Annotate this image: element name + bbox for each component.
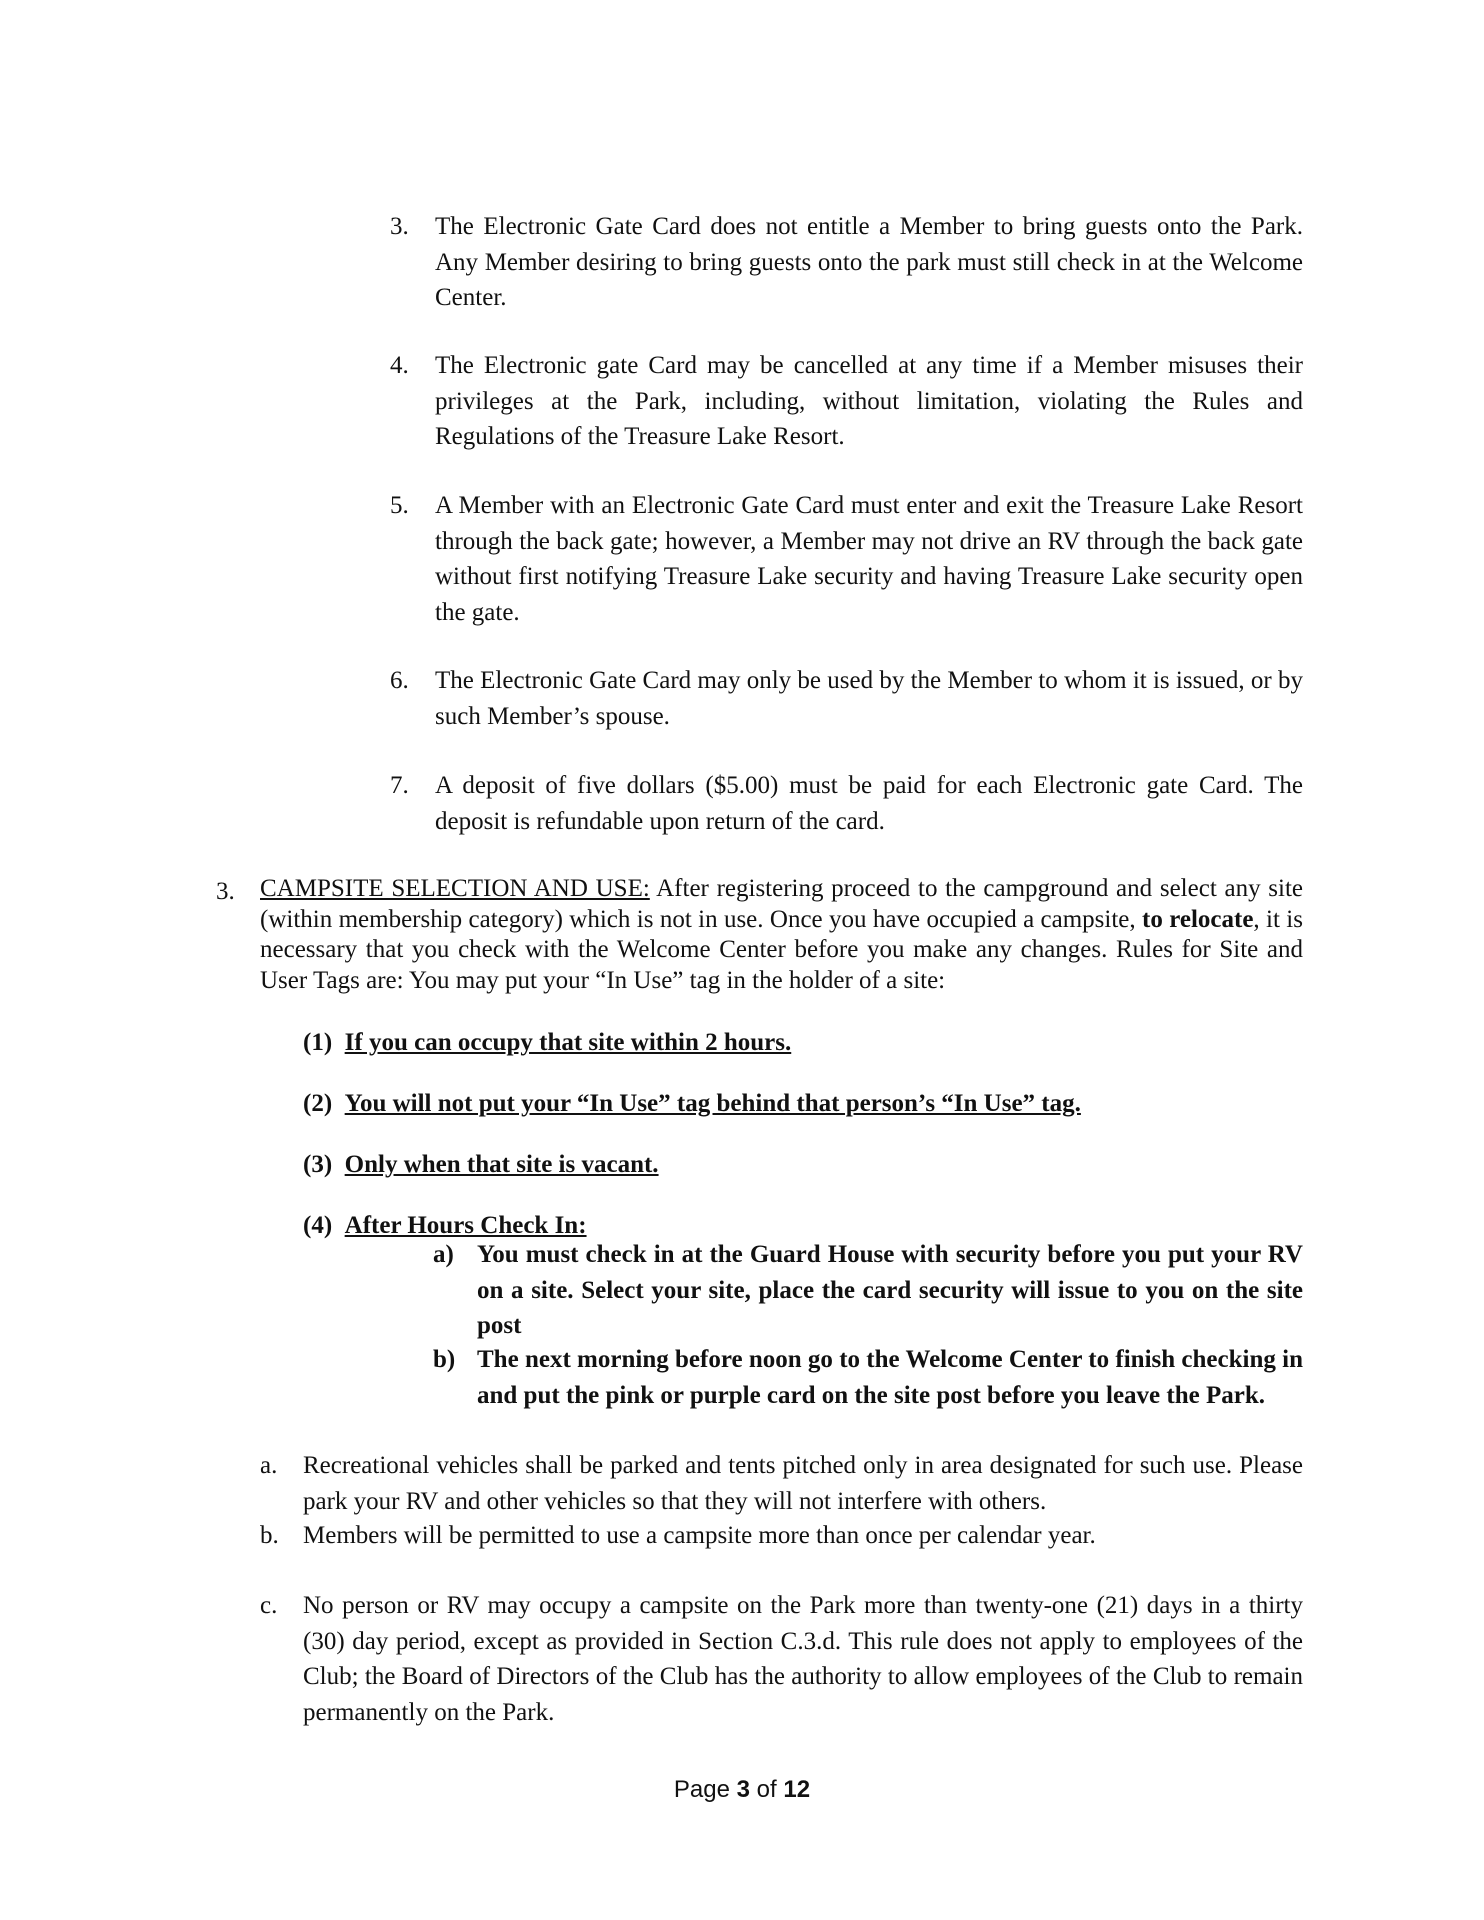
- gate-item-6-text: The Electronic Gate Card may only be used by the Member to whom it is issued, or by such Member’s spouse.: [435, 667, 1303, 730]
- rule-1: (1) If you can occupy that site within 2 hours.: [303, 1029, 792, 1056]
- section-3-heading: CAMPSITE SELECTION AND USE:: [260, 875, 650, 902]
- after-hours-a-text: You must check in at the Guard House with security before you put your RV on a site. Select your site, place the card security will issue to you on the site post: [477, 1241, 1303, 1339]
- after-hours-b-label: b): [433, 1346, 456, 1373]
- gate-item-number: 3.: [390, 213, 409, 240]
- after-hours-a-label: a): [433, 1241, 454, 1268]
- gate-item-3-text: The Electronic Gate Card does not entitle a Member to bring guests onto the Park. Any Member desiring to bring guests onto the park must still check in at the Welcome Center.: [435, 213, 1303, 311]
- lettered-a-text: Recreational vehicles shall be parked and tents pitched only in area designated for such use. Please park your RV and other vehicles so that they will not interfere with others.: [303, 1452, 1303, 1515]
- gate-item-5-text: A Member with an Electronic Gate Card must enter and exit the Treasure Lake Resort through the back gate; however, a Member may not drive an RV through the back gate without first notifying Treasure Lake security and having Treasure Lake security open the gate.: [435, 492, 1303, 626]
- rule-2: (2) You will not put your “In Use” tag behind that person’s “In Use” tag.: [303, 1090, 1081, 1117]
- gate-item-number: 7.: [390, 772, 409, 799]
- rule-4: (4) After Hours Check In:: [303, 1212, 587, 1239]
- after-hours-b-text: The next morning before noon go to the Welcome Center to finish checking in and put the pink or purple card on the site post before you leave the Park.: [477, 1346, 1303, 1409]
- lettered-a-label: a.: [260, 1452, 278, 1479]
- lettered-b-text: Members will be permitted to use a campsite more than once per calendar year.: [303, 1522, 1096, 1549]
- lettered-b-label: b.: [260, 1522, 279, 1549]
- gate-item-4-text: The Electronic gate Card may be cancelled at any time if a Member misuses their privileges at the Park, including, without limitation, violating the Rules and Regulations of the Treasure Lake Resort.: [435, 352, 1303, 450]
- lettered-c-label: c.: [260, 1592, 278, 1619]
- gate-item-number: 6.: [390, 667, 409, 694]
- section-3-paragraph: CAMPSITE SELECTION AND USE: After registering proceed to the campground and select any site (within membership category) which is not in use. Once you have occupied a campsite, to relocate, it is necessary that you check with the Welcome Center before you make any changes. Rules for Site and User Tags are: You may put your “In Use” tag in the holder of a site:: [260, 875, 1303, 994]
- lettered-c-text: No person or RV may occupy a campsite on the Park more than twenty-one (21) days in a thirty (30) day period, except as provided in Section C.3.d. This rule does not apply to employees of the Club; the Board of Directors of the Club has the authority to allow employees of the Club to remain permanently on the Park.: [303, 1592, 1303, 1726]
- rule-3: (3) Only when that site is vacant.: [303, 1151, 659, 1178]
- section-3-number: 3.: [216, 878, 235, 905]
- gate-item-number: 4.: [390, 352, 409, 379]
- gate-item-number: 5.: [390, 492, 409, 519]
- page-number-footer: Page 3 of 12: [673, 1776, 811, 1803]
- gate-item-7-text: A deposit of five dollars ($5.00) must be paid for each Electronic gate Card. The deposit is refundable upon return of the card.: [435, 772, 1303, 835]
